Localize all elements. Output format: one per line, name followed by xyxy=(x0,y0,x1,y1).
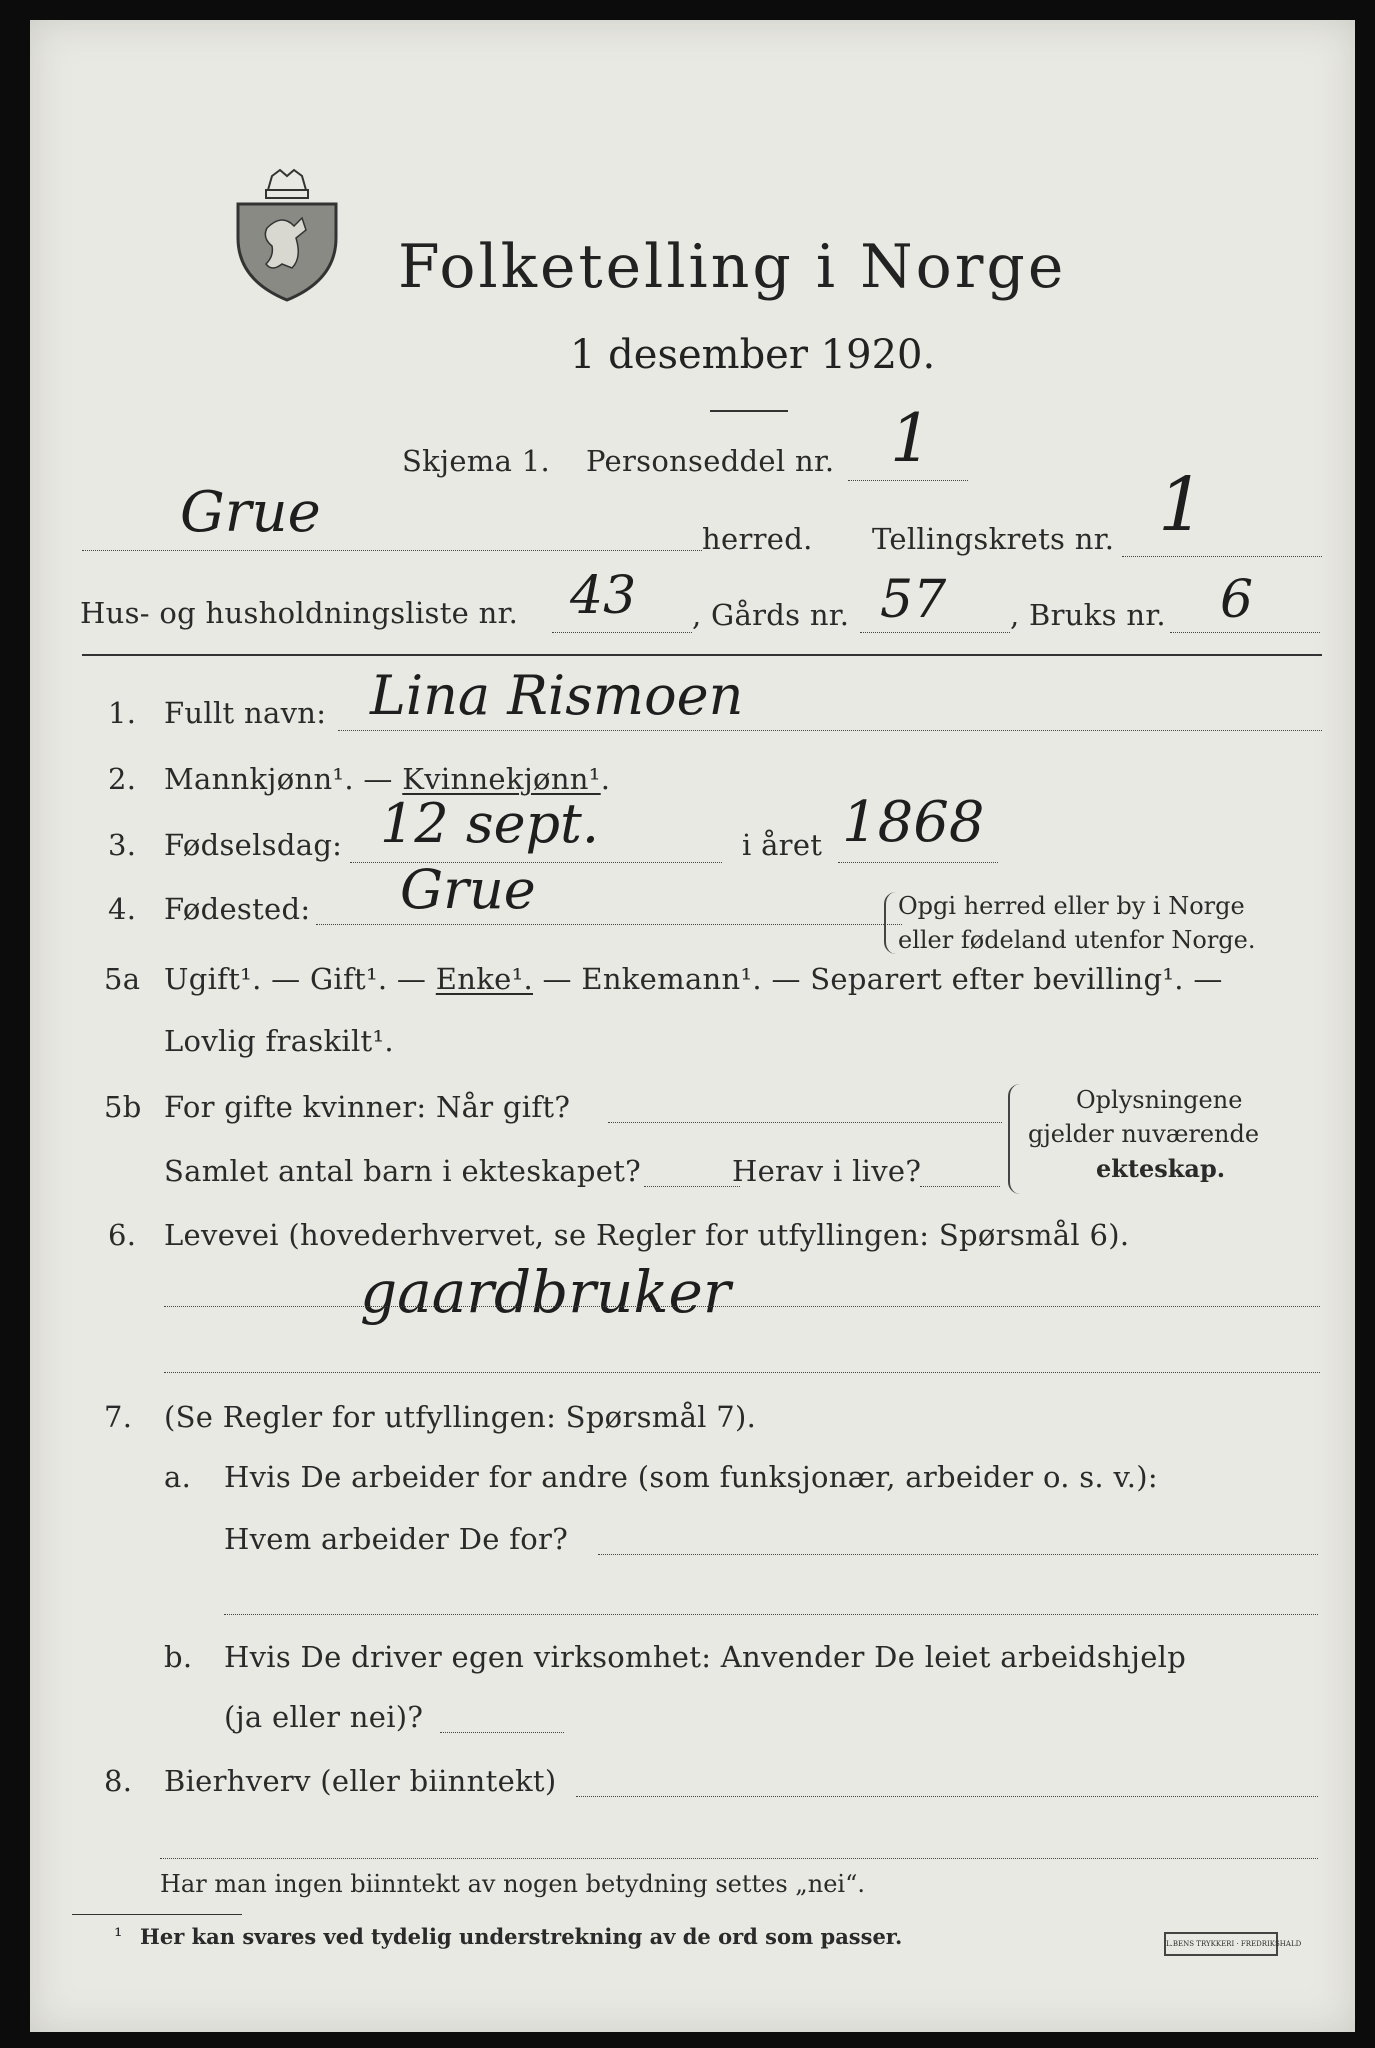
q2-sep: — xyxy=(363,762,393,796)
herred-line xyxy=(82,550,702,551)
q2-male: Mannkjønn¹. xyxy=(164,762,354,796)
personseddel-label: Personseddel nr. xyxy=(586,444,835,478)
q3-year-line xyxy=(838,862,998,863)
q7b-line2: (ja eller nei)? xyxy=(224,1700,424,1734)
q7a-number: a. xyxy=(164,1460,192,1494)
q8-label: Bierhverv (eller biinntekt) xyxy=(164,1764,557,1798)
q5b-when-line xyxy=(608,1122,1002,1123)
q5a-enke: Enke¹. xyxy=(435,962,534,996)
coat-of-arms-logo xyxy=(232,168,342,303)
q5a-rest: — Enkemann¹. — Separert efter bevilling¹. — xyxy=(542,962,1223,996)
q7a-answer-line2 xyxy=(224,1614,1318,1615)
q5b-note1: Oplysningene xyxy=(1076,1086,1243,1114)
tellingskrets-line xyxy=(1122,556,1322,557)
gards-line xyxy=(860,632,1010,633)
q8-note: Har man ingen biinntekt av nogen betydning settes „nei“. xyxy=(160,1870,865,1898)
q1-label: Fullt navn: xyxy=(164,696,327,730)
skjema-label: Skjema 1. xyxy=(402,444,550,478)
q7a-line1: Hvis De arbeider for andre (som funksjonær, arbeider o. s. v.): xyxy=(224,1460,1158,1494)
q7-label: (Se Regler for utfyllingen: Spørsmål 7). xyxy=(164,1400,757,1434)
q4-value: Grue xyxy=(400,858,536,921)
q5b-line1: For gifte kvinner: Når gift? xyxy=(164,1090,571,1124)
q2-female: Kvinnekjønn¹ xyxy=(402,762,601,796)
q8-answer-line2 xyxy=(160,1858,1318,1859)
form-date: 1 desember 1920. xyxy=(570,332,936,378)
printer-stamp xyxy=(1164,1932,1302,1956)
q5b-line2b: Herav i live? xyxy=(732,1154,922,1188)
q5b-line2a: Samlet antal barn i ekteskapet? xyxy=(164,1154,641,1188)
gards-label: , Gårds nr. xyxy=(692,598,850,632)
footnote-divider xyxy=(72,1914,242,1915)
personseddel-value: 1 xyxy=(890,400,932,477)
q4-line xyxy=(316,924,902,925)
q7-number: 7. xyxy=(104,1400,133,1434)
q1-number: 1. xyxy=(108,696,137,730)
q6-label: Levevei (hovederhvervet, se Regler for utfyllingen: Spørsmål 6). xyxy=(164,1218,1130,1252)
q3-year-value: 1868 xyxy=(842,790,985,855)
q3-day-value: 12 sept. xyxy=(380,792,599,855)
q6-line1 xyxy=(164,1306,1320,1307)
q7b-answer-line xyxy=(440,1732,564,1733)
q3-year-label: i året xyxy=(742,828,823,862)
q4-number: 4. xyxy=(108,892,137,926)
q2-line xyxy=(164,762,610,796)
q8-number: 8. xyxy=(104,1764,133,1798)
q6-line2 xyxy=(164,1372,1320,1373)
q4-note-line1: Opgi herred eller by i Norge xyxy=(898,892,1245,920)
q5a-line1 xyxy=(164,962,1223,996)
tellingskrets-label: Tellingskrets nr. xyxy=(872,522,1115,556)
q2-end: . xyxy=(600,762,611,796)
q5b-children-line xyxy=(644,1186,740,1187)
footnote-text: Her kan svares ved tydelig understrekning av de ord som passer. xyxy=(140,1924,903,1949)
q5a-number: 5a xyxy=(104,962,141,996)
herred-label: herred. xyxy=(702,522,813,556)
q8-answer-line1 xyxy=(576,1796,1318,1797)
q7a-line2: Hvem arbeider De for? xyxy=(224,1522,569,1556)
q1-line xyxy=(338,730,1322,731)
q5a-ugift-gift: Ugift¹. — Gift¹. — xyxy=(164,962,427,996)
gards-value: 57 xyxy=(880,570,947,630)
q3-number: 3. xyxy=(108,828,137,862)
hus-value: 43 xyxy=(570,566,637,626)
q7a-answer-line1 xyxy=(598,1554,1318,1555)
herred-value: Grue xyxy=(180,480,321,545)
q7b-number: b. xyxy=(164,1640,193,1674)
footnote-mark: ¹ xyxy=(114,1924,123,1948)
title-divider xyxy=(710,410,788,412)
q5b-number: 5b xyxy=(104,1090,142,1124)
q5b-note3: ekteskap. xyxy=(1096,1154,1226,1183)
printer-stamp-text: L.BENS TRYKKERI · FREDRIKSHALD xyxy=(1166,1940,1302,1948)
q6-value: gaardbruker xyxy=(360,1258,731,1326)
q5b-note-brace xyxy=(1008,1084,1020,1194)
q5a-line2: Lovlig fraskilt¹. xyxy=(164,1024,394,1058)
bruks-label: , Bruks nr. xyxy=(1010,598,1166,632)
census-form-page xyxy=(30,20,1355,2032)
q3-label: Fødselsdag: xyxy=(164,828,343,862)
hus-line xyxy=(552,632,692,633)
q5b-alive-line xyxy=(920,1186,1000,1187)
q1-value: Lina Rismoen xyxy=(370,664,744,727)
hus-label: Hus- og husholdningsliste nr. xyxy=(80,596,519,630)
q2-number: 2. xyxy=(108,762,137,796)
bruks-value: 6 xyxy=(1220,570,1254,630)
q4-label: Fødested: xyxy=(164,892,311,926)
header-divider xyxy=(82,654,1322,656)
q7b-line1: Hvis De driver egen virksomhet: Anvender De leiet arbeidshjelp xyxy=(224,1640,1187,1674)
bruks-line xyxy=(1170,632,1320,633)
q6-number: 6. xyxy=(108,1218,137,1252)
q4-note-brace xyxy=(884,892,896,954)
tellingskrets-value: 1 xyxy=(1158,462,1206,548)
form-title: Folketelling i Norge xyxy=(398,232,1067,302)
q5b-note2: gjelder nuværende xyxy=(1028,1120,1260,1148)
personseddel-line xyxy=(848,480,968,481)
q4-note-line2: eller fødeland utenfor Norge. xyxy=(898,926,1256,954)
